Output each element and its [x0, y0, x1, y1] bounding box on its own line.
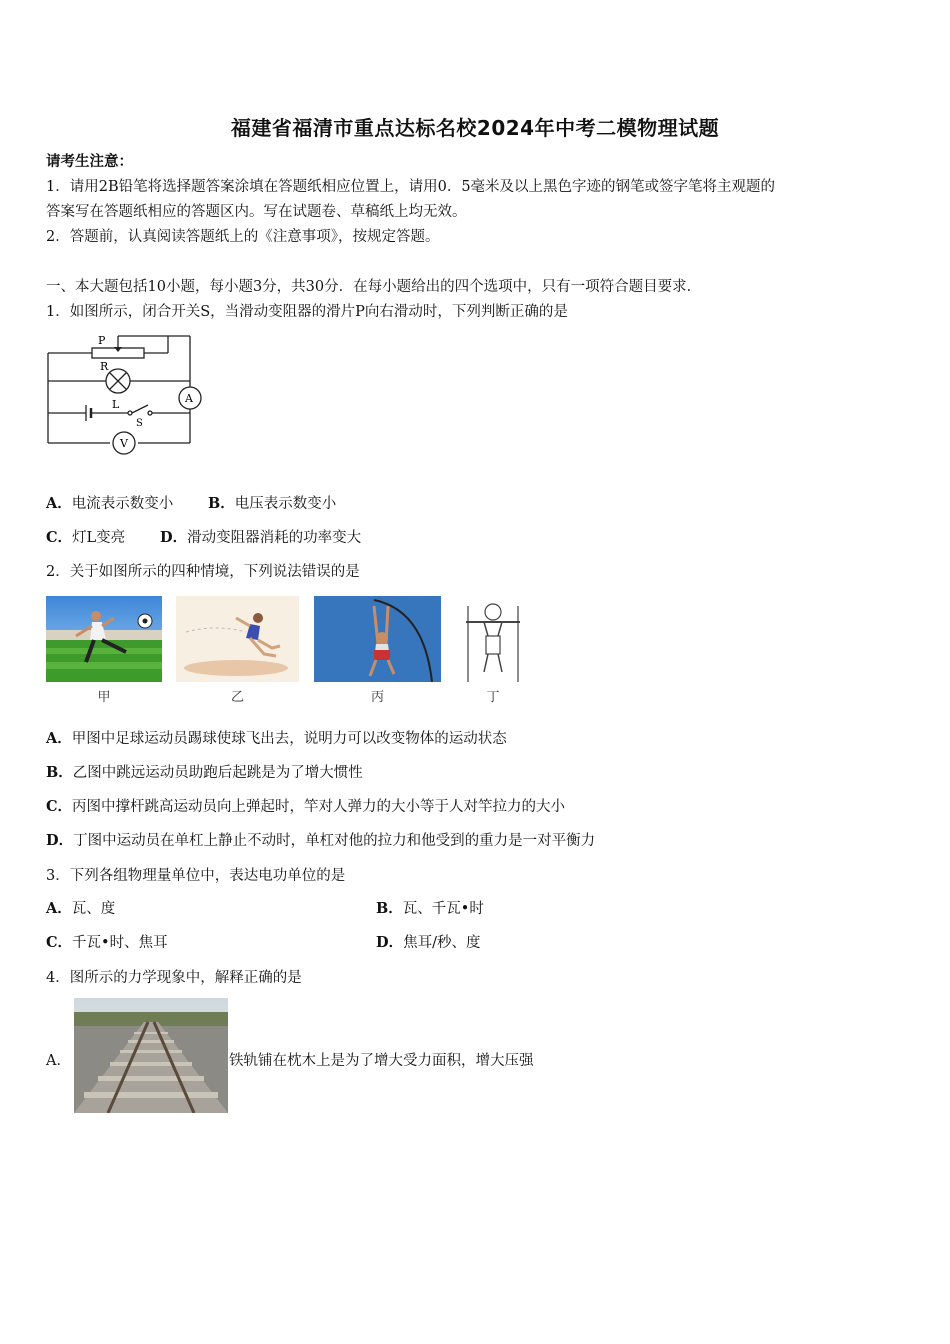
q1-option-b[interactable]: B．电压表示数变小: [208, 495, 337, 512]
q3-option-c[interactable]: C．千瓦•时、焦耳: [46, 934, 168, 951]
q3-option-b[interactable]: B．瓦、千瓦•时: [376, 900, 484, 917]
q1-option-a[interactable]: A．电流表示数变小: [46, 495, 174, 512]
soccer-player-image: [46, 596, 162, 682]
section-heading: 一、本大题包括10小题，每小题3分，共30分．在每小题给出的四个选项中，只有一项符合题目要求．: [46, 279, 702, 295]
q3-option-d[interactable]: D．焦耳/秒、度: [376, 934, 481, 951]
circuit-diagram: [40, 328, 212, 460]
caption-ding: 丁: [486, 690, 500, 705]
q4-stem: 4．图所示的力学现象中，解释正确的是: [46, 970, 302, 986]
q2-option-c[interactable]: C．丙图中撑杆跳高运动员向上弹起时，竿对人弹力的大小等于人对竿拉力的大小: [46, 798, 566, 815]
caption-yi: 乙: [230, 690, 244, 705]
circuit-label-v: V: [120, 437, 128, 450]
notice-line-3: 2．答题前，认真阅读答题纸上的《注意事项》，按规定答题。: [46, 229, 440, 245]
circuit-label-s: S: [136, 418, 143, 429]
q2-stem: 2．关于如图所示的四种情境，下列说法错误的是: [46, 564, 360, 580]
q4-option-a-text[interactable]: 铁轨铺在枕木上是为了增大受力面积，增大压强: [229, 1053, 534, 1069]
notice-line-1: 1．请用2B铅笔将选择题答案涂填在答题纸相应位置上，请用0．5毫米及以上黑色字迹的钢笔或签字笔将主观题的: [46, 179, 776, 195]
circuit-label-r: R: [100, 360, 109, 373]
horizontal-bar-image: [462, 596, 524, 682]
railway-track-image: [74, 998, 228, 1113]
q1-stem: 1．如图所示，闭合开关S，当滑动变阻器的滑片P向右滑动时，下列判断正确的是: [46, 304, 568, 320]
pole-vault-image: [314, 596, 441, 682]
page-title: 福建省福清市重点达标名校2024年中考二模物理试题: [230, 116, 720, 140]
q1-option-d[interactable]: D．滑动变阻器消耗的功率变大: [160, 529, 362, 546]
circuit-label-p: P: [98, 334, 106, 347]
circuit-label-l: L: [112, 398, 120, 411]
q2-option-b[interactable]: B．乙图中跳远运动员助跑后起跳是为了增大惯性: [46, 764, 363, 781]
q4-option-a-label: A．: [46, 1053, 71, 1069]
caption-bing: 丙: [370, 690, 384, 705]
q2-option-a[interactable]: A．甲图中足球运动员踢球使球飞出去，说明力可以改变物体的运动状态: [46, 730, 507, 747]
notice-heading: 请考生注意：: [46, 153, 133, 170]
q3-stem: 3．下列各组物理量单位中，表达电功单位的是: [46, 868, 346, 884]
q2-option-d[interactable]: D．丁图中运动员在单杠上静止不动时，单杠对他的拉力和他受到的重力是一对平衡力: [46, 832, 596, 849]
circuit-label-a: A: [185, 392, 193, 405]
caption-jia: 甲: [97, 690, 111, 705]
q1-option-c[interactable]: C．灯L变亮: [46, 529, 126, 546]
q3-option-a[interactable]: A．瓦、度: [46, 900, 116, 917]
long-jump-image: [176, 596, 299, 682]
notice-line-2: 答案写在答题纸相应的答题区内。写在试题卷、草稿纸上均无效。: [46, 204, 467, 220]
